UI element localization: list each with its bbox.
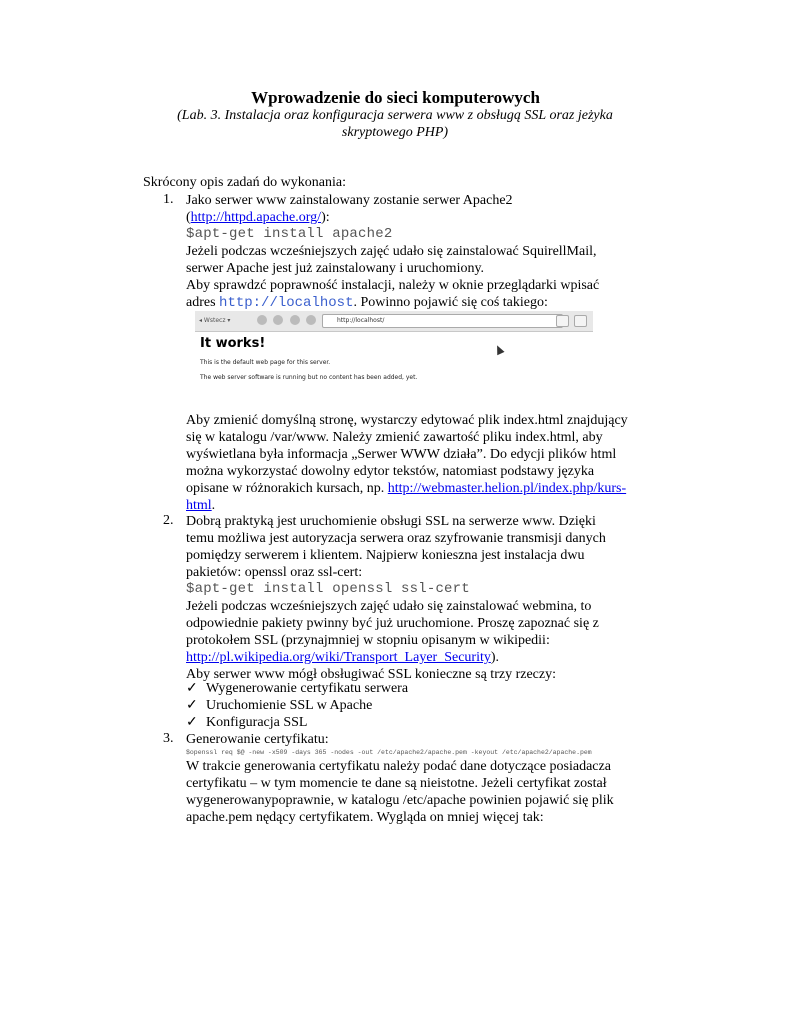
checklist-item <box>186 714 307 731</box>
adres-label: adres <box>186 295 220 310</box>
toolbar-button-1[interactable] <box>556 315 569 327</box>
item-2-p1-line-4 <box>186 649 656 666</box>
back-button[interactable]: ◂ Wstecz ▾ <box>199 317 231 324</box>
item-1-p3 <box>186 412 656 514</box>
item-3-p-line-2: certyfikatu – w tym momencie te dane są nieistotne. Jeżeli certyfikat został <box>186 776 607 791</box>
stop-icon[interactable] <box>290 315 300 325</box>
helion-link-part1[interactable]: http://webmaster.helion.pl/index.php/kurs- <box>387 481 627 496</box>
browser-line-1: This is the default web page for this server. <box>200 359 331 366</box>
install-apache-command: $apt-get install apache2 <box>186 226 393 242</box>
item-1-p2-tail: . Powinno pojawić się coś takiego: <box>353 295 548 310</box>
item-2-line-1: Dobrą praktyką jest uruchomienie obsługi SSL na serwerze www. Dzięki <box>186 514 596 529</box>
checklist-item-label: Wygenerowanie certyfikatu serwera <box>206 681 409 696</box>
item-3-block <box>186 731 656 826</box>
item-1-p3-line-5-text: opisane w różnorakich kursach, np. <box>186 481 388 496</box>
period: . <box>211 498 216 513</box>
item-1-link-line <box>186 209 656 226</box>
item-1-p2-line-2 <box>186 294 656 312</box>
item-2-p1-line-2: odpowiednie pakiety pwinny być już uruchomione. Proszę zapoznać się z <box>186 616 599 631</box>
item-1-p3-line-3: wyświetlana była informacja „Serwer WWW działa”. Do edycji plików html <box>186 447 617 462</box>
item-1-block <box>186 192 656 312</box>
intro-text: Skrócony opis zadań do wykonania: <box>143 175 346 190</box>
item-1-p3-line-5 <box>186 480 656 497</box>
checkmark-icon: ✓ <box>186 681 198 696</box>
it-works-heading: It works! <box>200 336 266 351</box>
localhost-code: http://localhost <box>219 295 354 311</box>
item-1-p1-line-2: serwer Apache jest już zainstalowany i uruchomiony. <box>186 261 485 276</box>
address-bar[interactable]: http://localhost/ <box>322 314 563 328</box>
item-2-line-2: temu możliwa jest autoryzacja serwera oraz szyfrowanie transmisji danych <box>186 531 606 546</box>
paren-open: ( <box>186 210 191 225</box>
item-1-p3-line-1: Aby zmienić domyślną stronę, wystarczy edytować plik index.html znajdujący <box>186 413 628 428</box>
subtitle-line-2: skryptowego PHP) <box>341 125 449 140</box>
checkmark-icon: ✓ <box>186 715 198 730</box>
item-3-line-1: Generowanie certyfikatu: <box>186 732 329 747</box>
wikipedia-ssl-link[interactable]: http://pl.wikipedia.org/wiki/Transport_Layer_Security <box>186 650 491 665</box>
document-subtitle <box>160 107 630 141</box>
checkmark-icon: ✓ <box>186 698 198 713</box>
install-openssl-command: $apt-get install openssl ssl-cert <box>186 581 470 597</box>
item-2-block <box>186 513 656 683</box>
item-3-number: 3. <box>163 731 174 746</box>
item-2-line-4: pakietów: openssl oraz ssl-cert: <box>186 565 363 580</box>
reload-icon[interactable] <box>306 315 316 325</box>
document-title: Wprowadzenie do sieci komputerowych <box>251 88 540 107</box>
forward-icon[interactable] <box>257 315 267 325</box>
item-2-line-3: pomiędzy serwerem i klientem. Najpierw konieszna jest instalacja dwu <box>186 548 585 563</box>
item-3-p-line-1: W trakcie generowania certyfikatu należy podać dane dotyczące posiadacza <box>186 759 611 774</box>
paren-close: ): <box>321 210 330 225</box>
item-2-p2: Aby serwer www mógł obsługiwać SSL konieczne są trzy rzeczy: <box>186 667 556 682</box>
history-icon[interactable] <box>273 315 283 325</box>
item-1-p2-line-1: Aby sprawdzć poprawność instalacji, należy w oknie przeglądarki wpisać <box>186 278 600 293</box>
item-1-line-1: Jako serwer www zainstalowany zostanie serwer Apache2 <box>186 193 513 208</box>
item-3-p-line-3: wygenerowanypoprawnie, w katalogu /etc/apache powinien pojawić się plik <box>186 793 614 808</box>
item-3-p-line-4: apache.pem nędący certyfikatem. Wygląda on mniej więcej tak: <box>186 810 544 825</box>
item-2-p1-line-1: Jeżeli podczas wcześniejszych zajęć udało się zainstalować webmina, to <box>186 599 592 614</box>
item-2-number: 2. <box>163 513 174 528</box>
item-1-p1-line-1: Jeżeli podczas wcześniejszych zajęć udało się zainstalować SquirellMail, <box>186 244 597 259</box>
item-1-p3-line-4: można wykorzystać dowolny edytor tekstów, natomiast podstawy języka <box>186 464 595 479</box>
mouse-cursor-icon <box>493 344 504 356</box>
item-1-p3-line-2: się w katalogu /var/www. Należy zmienić zawartość pliku index.html, aby <box>186 430 603 445</box>
apache-link[interactable]: http://httpd.apache.org/ <box>190 210 322 225</box>
checklist-item <box>186 697 372 714</box>
item-1-number: 1. <box>163 192 174 207</box>
browser-screenshot <box>195 311 593 389</box>
toolbar-button-2[interactable] <box>574 315 587 327</box>
openssl-req-command: $openssl req $@ -new -x509 -days 365 -nodes -out /etc/apache2/apache.pem -keyout /etc/apache2/apache.pem <box>186 749 592 756</box>
paren-close-2: ). <box>490 650 500 665</box>
subtitle-line-1: (Lab. 3. Instalacja oraz konfiguracja serwera www z obsługą SSL oraz jeżyka <box>177 108 613 123</box>
browser-line-2: The web server software is running but no content has been added, yet. <box>200 374 418 381</box>
checklist-item-label: Konfiguracja SSL <box>206 715 308 730</box>
helion-link-part2[interactable]: html <box>186 498 212 513</box>
checklist-item <box>186 680 408 697</box>
checklist-item-label: Uruchomienie SSL w Apache <box>206 698 373 713</box>
item-2-p1-line-3: protokołem SSL (przynajmniej w stopniu opisanym w wikipedii: <box>186 633 550 648</box>
item-1-p3-line-6 <box>186 497 656 514</box>
browser-toolbar <box>195 311 593 332</box>
